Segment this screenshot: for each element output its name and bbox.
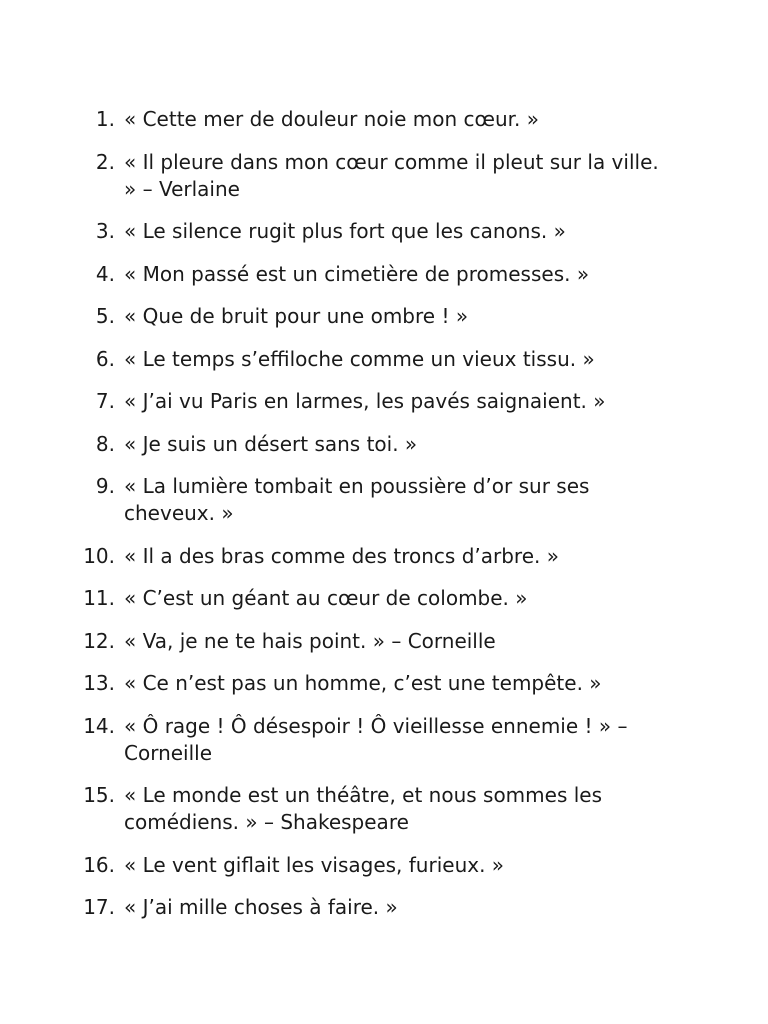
item-text: « Mon passé est un cimetière de promesses. »	[124, 261, 590, 286]
list-item	[0, 543, 768, 570]
item-number: 2.	[95, 149, 115, 174]
item-text: « Il a des bras comme des troncs d’arbre. »	[124, 543, 559, 568]
item-number: 1.	[95, 107, 115, 131]
list-item	[0, 713, 768, 767]
item-number: 5.	[95, 304, 115, 328]
list-item	[0, 585, 768, 612]
item-text: « Je suis un désert sans toi. »	[124, 431, 418, 456]
item-text: « Va, je ne te hais point. » – Corneille	[124, 628, 496, 653]
item-text: « Il pleure dans mon cœur comme il pleut sur la ville. » – Verlaine	[124, 149, 659, 201]
item-number: 11.	[83, 586, 115, 610]
item-text: « Le monde est un théâtre, et nous sommes les comédiens. » – Shakespeare	[124, 783, 603, 834]
list-item	[0, 106, 768, 133]
item-text: « Ce n’est pas un homme, c’est une tempête. »	[124, 671, 602, 695]
item-number: 4.	[95, 261, 115, 286]
list-item	[0, 628, 768, 655]
item-number: 9.	[95, 474, 115, 498]
list-item	[0, 218, 768, 245]
item-text: « Que de bruit pour une ombre ! »	[124, 304, 469, 328]
item-text: « Le temps s’effiloche comme un vieux tissu. »	[124, 346, 595, 371]
item-number: 17.	[83, 895, 115, 919]
item-number: 3.	[95, 219, 115, 243]
item-text: « Ô rage ! Ô désespoir ! Ô vieillesse ennemie ! » – Corneille	[124, 713, 628, 765]
item-text: « Cette mer de douleur noie mon cœur. »	[124, 107, 540, 131]
item-text: « C’est un géant au cœur de colombe. »	[124, 586, 528, 610]
item-number: 7.	[95, 389, 115, 413]
list-item	[0, 852, 768, 879]
item-text: « La lumière tombait en poussière d’or sur ses cheveux. »	[124, 474, 590, 525]
list-item	[0, 303, 768, 330]
item-number: 8.	[95, 431, 115, 456]
list-item	[0, 149, 768, 203]
item-text: « Le vent giflait les visages, furieux. »	[124, 852, 505, 877]
item-number: 12.	[83, 628, 115, 653]
item-number: 15.	[83, 783, 115, 807]
list-item	[0, 346, 768, 373]
item-number: 14.	[83, 713, 115, 738]
list-item	[0, 782, 768, 836]
list-item	[0, 261, 768, 288]
item-number: 10.	[83, 543, 115, 568]
item-number: 16.	[83, 852, 115, 877]
item-number: 6.	[95, 346, 115, 371]
list-item	[0, 473, 768, 527]
quote-list	[0, 106, 768, 937]
item-text: « J’ai vu Paris en larmes, les pavés saignaient. »	[124, 389, 606, 413]
list-item	[0, 894, 768, 921]
item-text: « J’ai mille choses à faire. »	[124, 895, 398, 919]
list-item	[0, 670, 768, 697]
list-item	[0, 388, 768, 415]
item-number: 13.	[83, 671, 115, 695]
item-text: « Le silence rugit plus fort que les canons. »	[124, 219, 566, 243]
list-item	[0, 431, 768, 458]
